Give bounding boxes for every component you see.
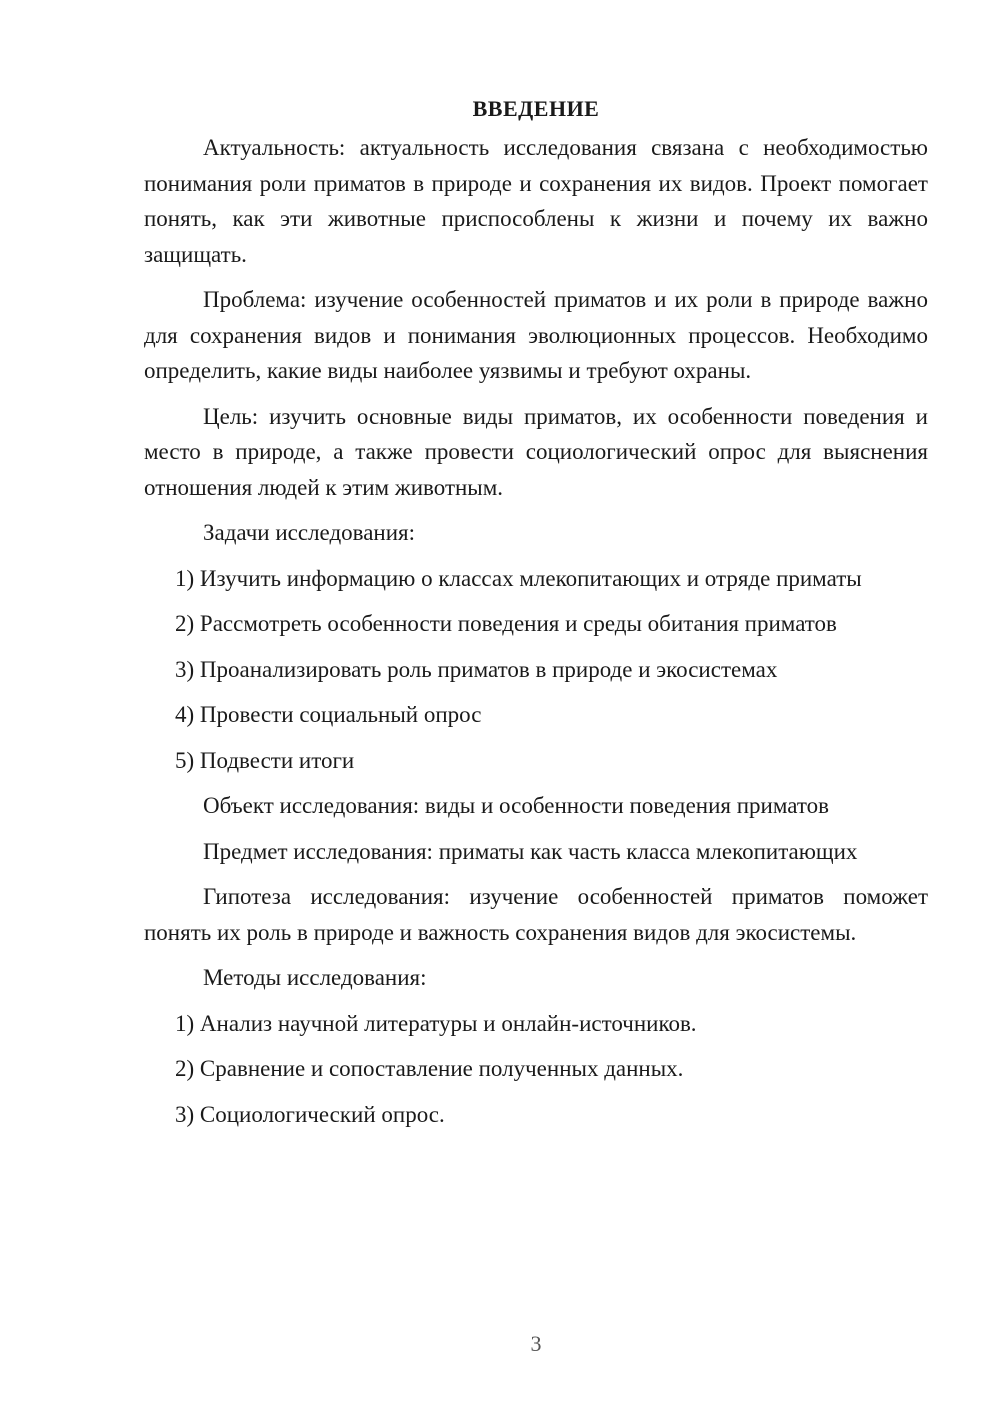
goal-paragraph: Цель: изучить основные виды приматов, их особенности поведения и место в природе, а также провести социологический опрос для выяснения отношения людей к этим животным. bbox=[144, 403, 928, 500]
hypothesis-paragraph: Гипотеза исследования: изучение особенностей приматов поможет понять их роль в природе и важность сохранения видов для экосистемы. bbox=[144, 884, 928, 945]
list-item: 1) Изучить информацию о классах млекопитающих и отряде приматы bbox=[175, 565, 862, 591]
list-item: 4) Провести социальный опрос bbox=[175, 702, 482, 727]
list-item: 5) Подвести итоги bbox=[175, 747, 355, 773]
list-item: 2) Рассмотреть особенности поведения и среды обитания приматов bbox=[175, 611, 837, 636]
list-item: 3) Социологический опрос. bbox=[175, 1101, 445, 1127]
list-item: 2) Сравнение и сопоставление полученных данных. bbox=[175, 1056, 684, 1081]
methods-heading: Методы исследования: bbox=[203, 965, 427, 990]
subject-line: Предмет исследования: приматы как часть класса млекопитающих bbox=[203, 838, 858, 864]
tasks-heading: Задачи исследования: bbox=[203, 520, 416, 545]
methods-list bbox=[144, 1006, 928, 1133]
tasks-list bbox=[144, 561, 928, 779]
document-page bbox=[144, 92, 928, 1142]
list-item: 3) Проанализировать роль приматов в природе и экосистемах bbox=[175, 656, 778, 682]
list-item: 1) Анализ научной литературы и онлайн-источников. bbox=[175, 1010, 697, 1036]
object-line: Объект исследования: виды и особенности поведения приматов bbox=[203, 793, 829, 818]
problem-paragraph: Проблема: изучение особенностей приматов и их роли в природе важно для сохранения видов и понимания эволюционных процессов. Необходимо определить, какие виды наиболее уязвимы и требуют охраны. bbox=[144, 287, 928, 383]
relevance-paragraph: Актуальность: актуальность исследования связана с необходимостью понимания роли приматов в природе и сохранения их видов. Проект помогает понять, как эти животные приспособлены к жизни и почему их важно защищать. bbox=[144, 135, 928, 267]
page-number: 3 bbox=[530, 1331, 542, 1356]
page-title: ВВЕДЕНИЕ bbox=[472, 96, 600, 121]
